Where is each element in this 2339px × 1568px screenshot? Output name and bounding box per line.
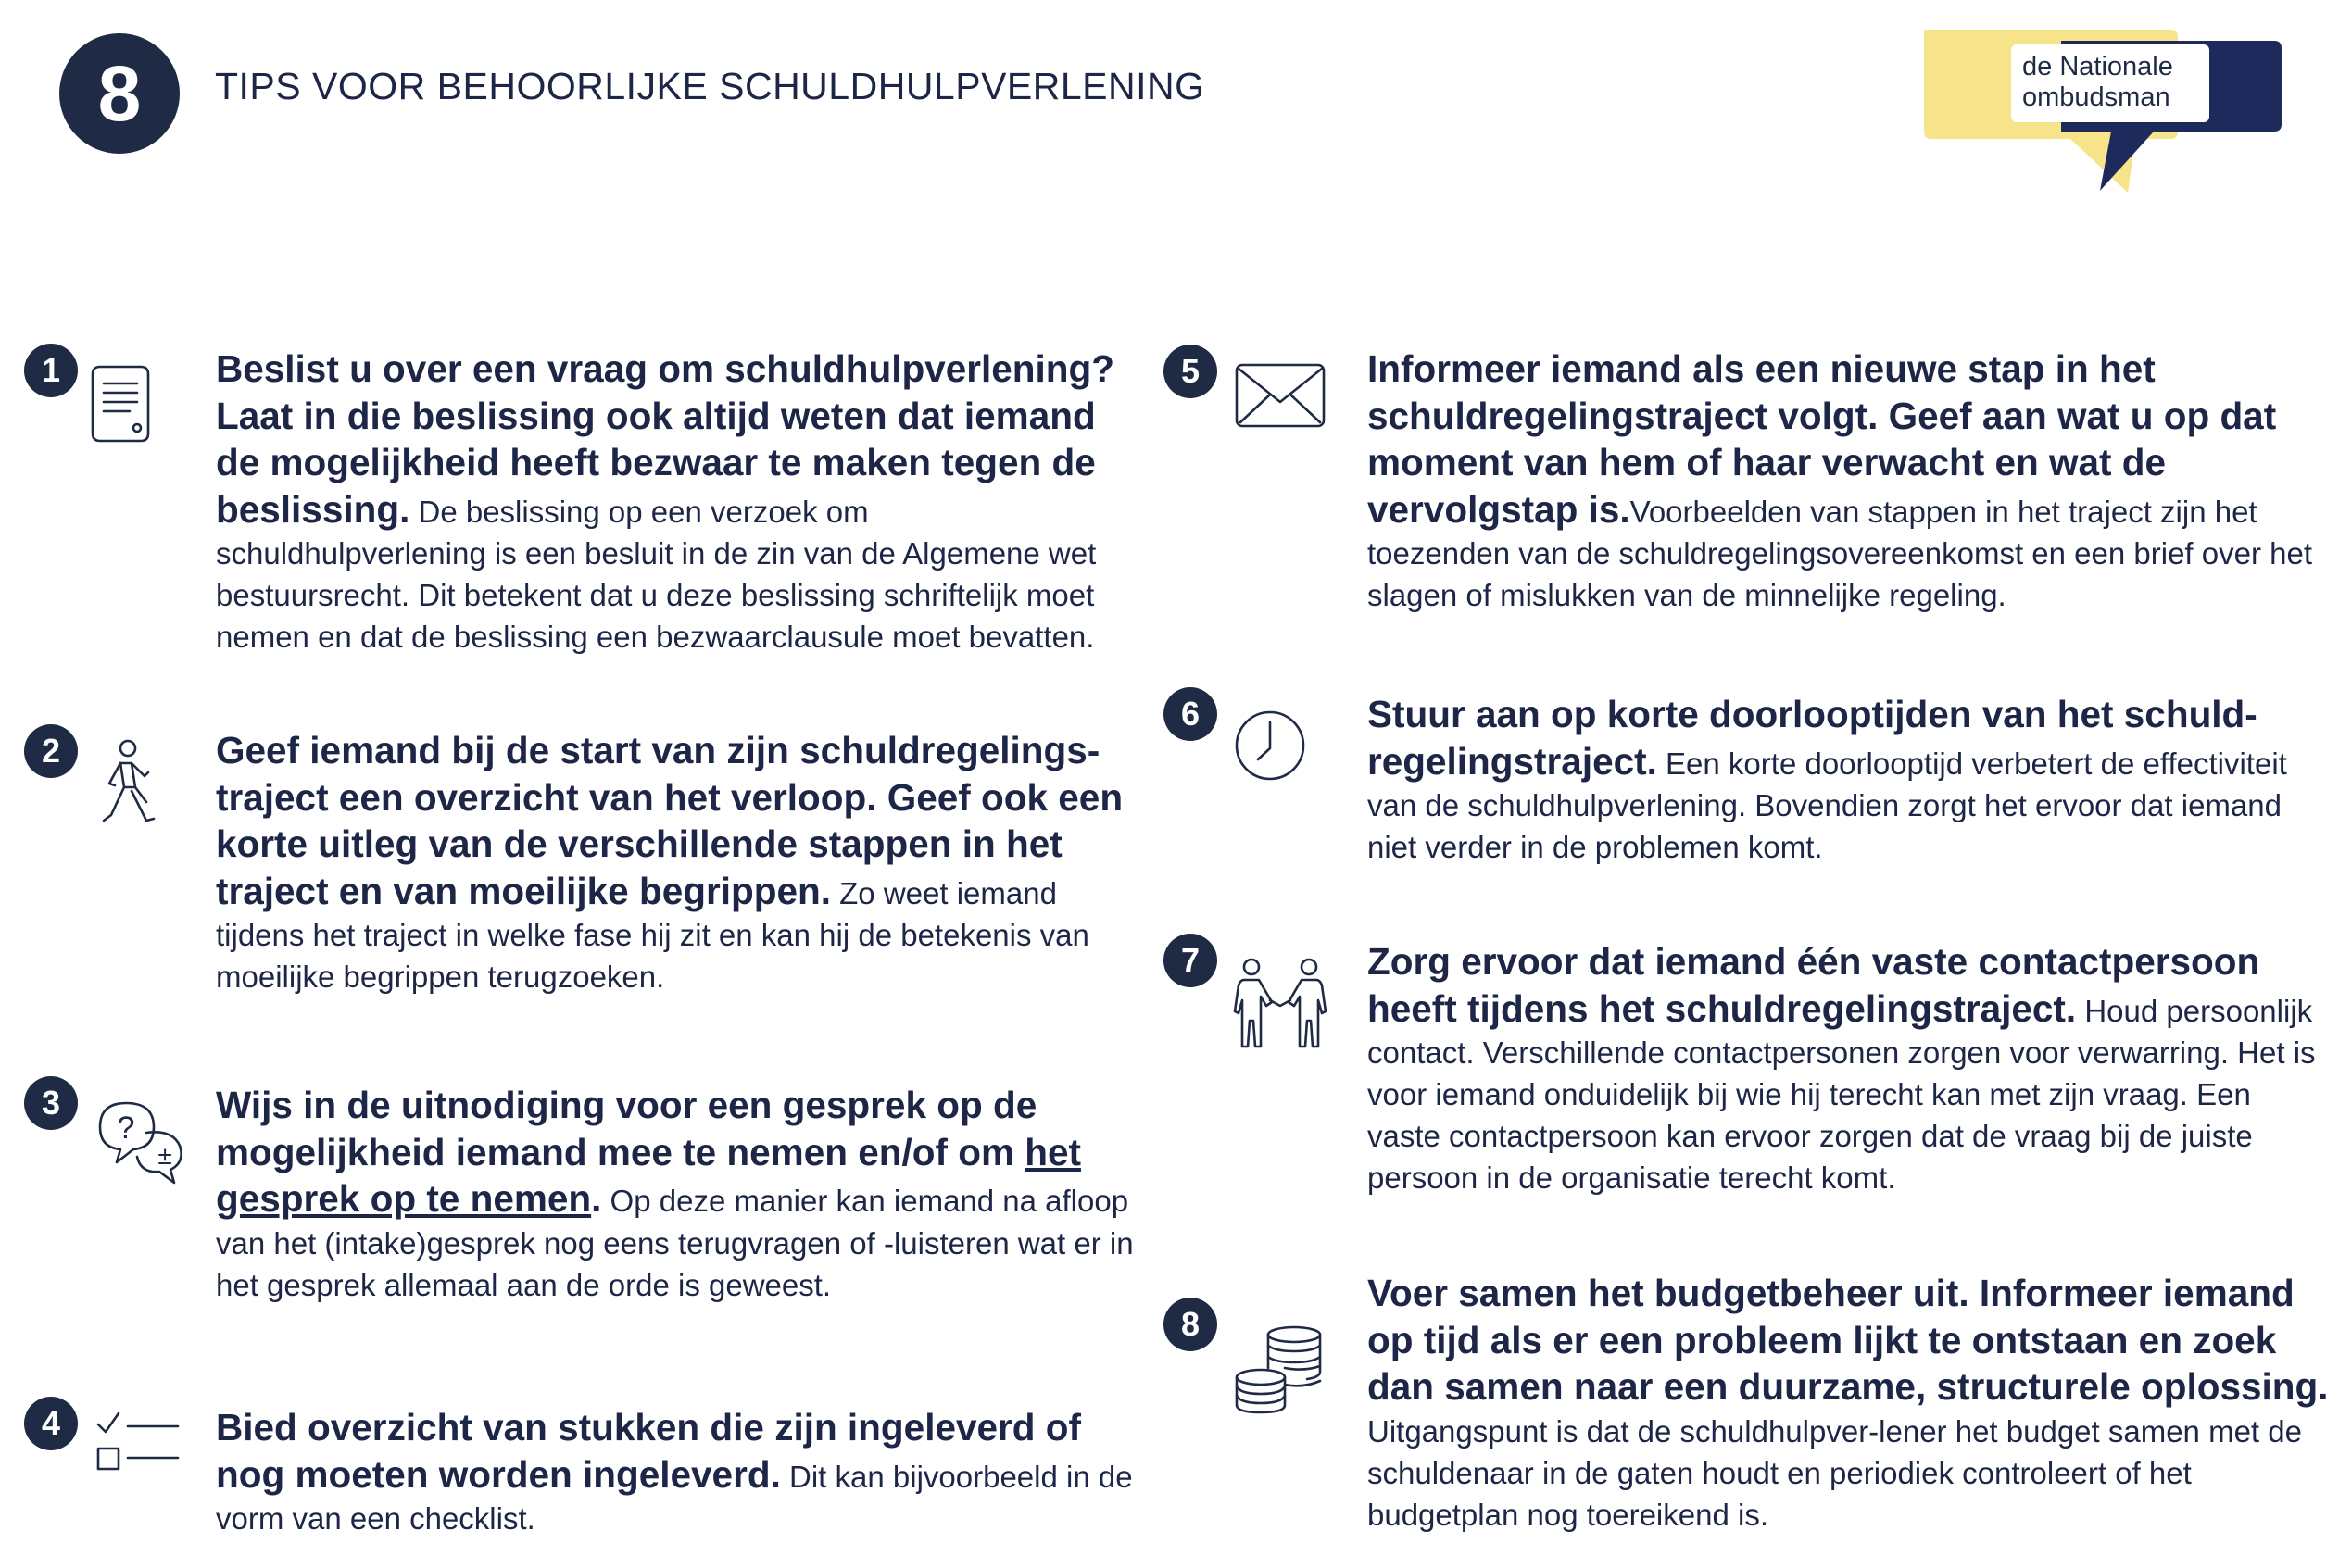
tip-7-text: Zorg ervoor dat iemand één vaste contactpersoon heeft tijdens het schuldregelingstraject. Houd persoonlijk contact. Verschillende contactpersonen zorgen voor verwarring. Het is voor iemand onduidelijk bij wie hij terecht kan met zijn vraag. Een vaste contactpersoon kan ervoor zorgen dat de vraag bij de juiste persoon in de organisatie terecht komt.	[1367, 940, 2316, 1195]
clock-icon	[1219, 695, 1321, 797]
tip-3-text: Wijs in de uitnodiging voor een gesprek op de mogelijkheid iemand mee te nemen en/of om het gesprek op te nemen. Op deze manier kan iemand na afloop van het (intake)gesprek nog eens terugvragen of -luisteren wat er in het gesprek allemaal aan de orde is geweest.	[216, 1084, 1134, 1302]
tip-5-text: Informeer iemand als een nieuwe stap in het schuldregelingstraject volgt. Geef aan wat u op dat moment van hem of haar verwacht en wat de vervolgstap is.Voorbeelden van stappen in het traject zijn het toezenden van de schuldregelingsovereenkomst en een brief over het slagen of mislukken van de minnelijke regeling.	[1367, 347, 2313, 612]
tip-number-badge: 8	[1163, 1298, 1217, 1351]
document-icon	[74, 352, 176, 454]
checklist-icon	[89, 1400, 191, 1502]
question-speech-bubbles-icon	[93, 1096, 195, 1198]
tip-2-text: Geef iemand bij de start van zijn schuldregelings-traject een overzicht van het verloop. Geef ook een korte uitleg van de verschillende stappen in het traject en van moeilijke begrippen. Zo weet iemand tijdens het traject in welke fase hij zit en kan hij de betekenis van moeilijke begrippen terugzoeken.	[216, 729, 1124, 994]
tip-1-text: Beslist u over een vraag om schuldhulpverlening? Laat in die beslissing ook altijd weten dat iemand de mogelijkheid heeft bezwaar te maken tegen de beslissing. De beslissing op een verzoek om schuldhulpverlening is een besluit in de zin van de Algemene wet bestuursrecht. Dit betekent dat u deze beslissing schriftelijk moet nemen en dat de beslissing een bezwaarclausule moet bevatten.	[216, 347, 1115, 654]
tip-4-text: Bied overzicht van stukken die zijn ingeleverd of nog moeten worden ingeleverd. Dit kan bijvoorbeeld in de vorm van een checklist.	[216, 1406, 1133, 1536]
tip-number-badge: 6	[1163, 687, 1217, 741]
header-number-badge: 8	[59, 33, 180, 154]
tip-number-badge: 4	[24, 1397, 78, 1450]
two-people-handshake-icon	[1229, 954, 1331, 1056]
tip-number-badge: 1	[24, 344, 78, 397]
walking-person-icon	[74, 735, 176, 837]
envelope-icon	[1229, 345, 1331, 446]
tip-number-badge: 2	[24, 724, 78, 778]
logo-text-line-1: de Nationale	[2022, 52, 2173, 82]
page-title: TIPS VOOR BEHOORLIJKE SCHULDHULPVERLENING	[215, 65, 1205, 107]
tip-number-badge: 7	[1163, 934, 1217, 987]
tip-number-badge: 5	[1163, 345, 1217, 398]
tip-number-badge: 3	[24, 1076, 78, 1130]
tip-6-text: Stuur aan op korte doorlooptijden van het schuld-regelingstraject. Een korte doorlooptijd verbetert de effectiviteit van de schuldhulpverlening. Bovendien zorgt het ervoor dat iemand niet verder in de problemen komt.	[1367, 693, 2287, 864]
coin-stacks-icon	[1229, 1320, 1331, 1422]
svg-text:?: ?	[117, 1110, 135, 1146]
logo-text-line-2: ombudsman	[2022, 82, 2170, 112]
tip-8-text: Voer samen het budgetbeheer uit. Informeer iemand op tijd als er een probleem lijkt te ontstaan en zoek dan samen naar een duurzame, structurele oplossing. Uitgangspunt is dat de schuldhulpver-lener het budget samen met de schuldenaar in de gaten houdt en periodiek controleert of het budgetplan nog toereikend is.	[1367, 1272, 2329, 1532]
svg-text:±: ±	[157, 1141, 172, 1170]
nationale-ombudsman-logo	[1922, 28, 2283, 199]
